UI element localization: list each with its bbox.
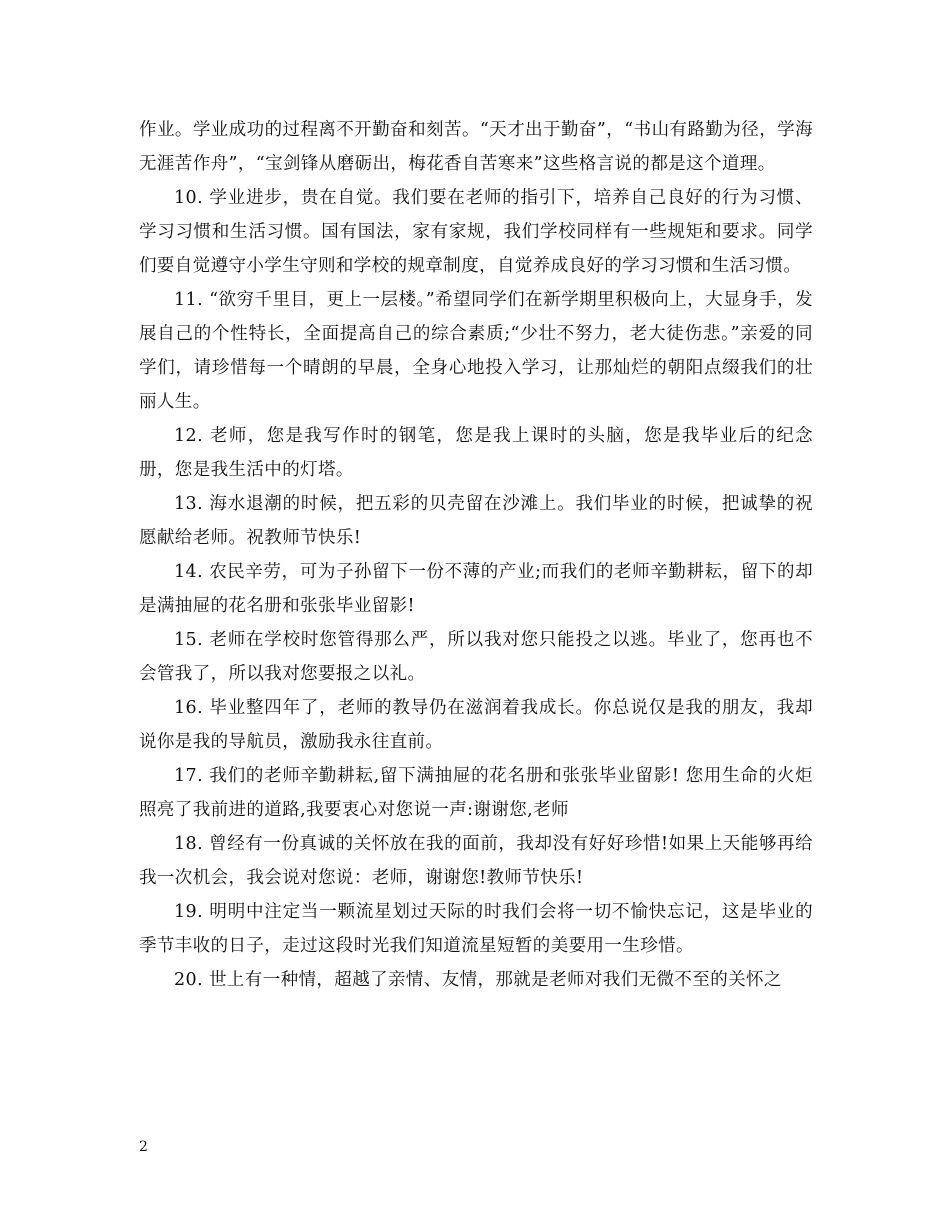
paragraph-item-19: 19. 明明中注定当一颗流星划过天际的时我们会将一切不愉快忘记，这是毕业的季节丰收的日子，走过这段时光我们知道流星短暂的美要用一生珍惜。 xyxy=(139,902,813,956)
paragraph-continuation: 作业。学业成功的过程离不开勤奋和刻苦。“天才出于勤奋”，“书山有路勤为径，学海无涯苦作舟”，“宝剑锋从磨砺出，梅花香自苦寒来”这些格言说的都是这个道理。 xyxy=(139,120,813,174)
paragraph-item-15: 15. 老师在学校时您管得那么严，所以我对您只能投之以逃。毕业了，您再也不会管我了，所以我对您要报之以礼。 xyxy=(139,630,813,684)
paragraph-item-16: 16. 毕业整四年了，老师的教导仍在滋润着我成长。你总说仅是我的朋友，我却说你是我的导航员，激励我永往直前。 xyxy=(139,698,813,752)
paragraph-item-17: 17. 我们的老师辛勤耕耘,留下满抽屉的花名册和张张毕业留影! 您用生命的火炬照亮了我前进的道路,我要衷心对您说一声:谢谢您,老师 xyxy=(139,766,813,820)
paragraph-item-10: 10. 学业进步，贵在自觉。我们要在老师的指引下，培养自己良好的行为习惯、学习习惯和生活习惯。国有国法，家有家规，我们学校同样有一些规矩和要求。同学们要自觉遵守小学生守则和学校的规章制度，自觉养成良好的学习习惯和生活习惯。 xyxy=(139,188,813,276)
page-number: 2 xyxy=(139,1139,148,1155)
paragraph-item-12: 12. 老师，您是我写作时的钢笔，您是我上课时的头脑，您是我毕业后的纪念册，您是我生活中的灯塔。 xyxy=(139,426,813,480)
paragraph-item-20: 20. 世上有一种情，超越了亲情、友情，那就是老师对我们无微不至的关怀之 xyxy=(174,970,782,990)
paragraph-item-18: 18. 曾经有一份真诚的关怀放在我的面前，我却没有好好珍惜!如果上天能够再给我一次机会，我会说对您说：老师，谢谢您!教师节快乐! xyxy=(139,834,813,888)
paragraph-item-14: 14. 农民辛劳，可为子孙留下一份不薄的产业;而我们的老师辛勤耕耘，留下的却是满抽屉的花名册和张张毕业留影! xyxy=(139,562,813,616)
paragraph-item-13: 13. 海水退潮的时候，把五彩的贝壳留在沙滩上。我们毕业的时候，把诚挚的祝愿献给老师。祝教师节快乐! xyxy=(139,494,813,548)
paragraph-item-11: 11. “欲穷千里目，更上一层楼。”希望同学们在新学期里积极向上，大显身手，发展自己的个性特长，全面提高自己的综合素质;“少壮不努力，老大徒伤悲。”亲爱的同学们，请珍惜每一个晴朗的早晨，全身心地投入学习，让那灿烂的朝阳点缀我们的壮丽人生。 xyxy=(139,290,813,412)
document-body xyxy=(139,113,813,997)
